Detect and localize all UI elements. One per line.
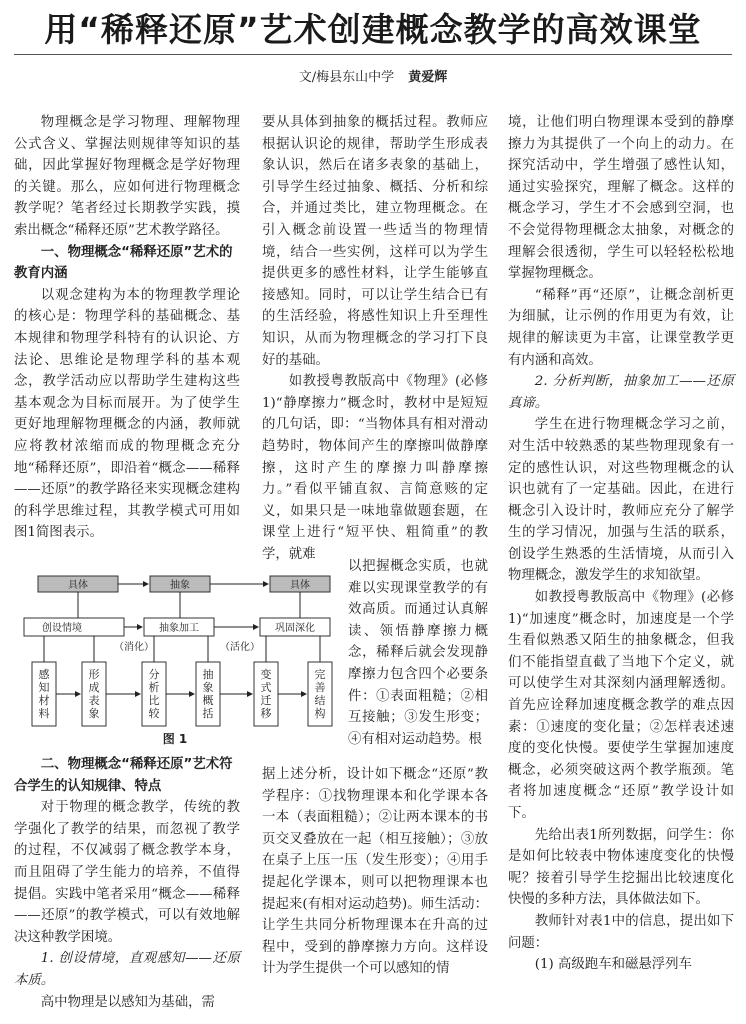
- title-rule: [14, 54, 732, 55]
- paragraph: 学生在进行物理概念学习之前，对生活中较熟悉的某些物理现象有一定的感性认识，对这些物理概念的认识也就有了一定基础。因此，在进行概念引入设计时，教师应充分了解学生的学习情况，加强与生活的联系，创设学生熟悉的生活情境，从而引入物理概念，激发学生的求知欲望。: [508, 417, 734, 584]
- author-name: 黄爱辉: [408, 70, 448, 85]
- paragraph: 高中物理是以感知为基础，需: [40, 994, 215, 1010]
- bottom-label: 感知材料: [38, 668, 50, 720]
- paragraph: 要从具体到抽象的概括过程。教师应根据认识论的规律，帮助学生形成表象认识，然后在诸多表象的基础上，引导学生经过抽象、概括、分析和综合，并通过类比，建立物理概念。在引入概念前设置一些适当的物理情境，结合一些实例，这样可以为学生提供更多的感性材料，让学生能够直接感知。同时，可以让学生结合已有的生活经验，将感性知识上升至理性知识，从而为物理概念的学习打下良好的基础。: [262, 115, 488, 368]
- paragraph: 如教授粤教版高中《物理》(必修1)“静摩擦力”概念时，教材中是短短的几句话，即：“当物体具有相对滑动趋势时，物体间产生的摩擦叫做静摩擦，这时产生的摩擦力叫静摩擦力。”看似平铺直叙、言简意赅的定义，如果只是一味地靠做题套题，在课堂上进行“短平快、粗简重”的教学，就难: [262, 374, 488, 562]
- middle-label: 创设情境: [42, 623, 82, 634]
- paragraph: 物理概念是学习物理、理解物理公式含义、掌握法则规律等知识的基础，因此掌握好物理概念是学好物理的关键。那么，应如何进行物理概念教学呢？笔者经过长期教学实践，摸索出概念“稀释还原”艺术教学路径。: [14, 115, 240, 238]
- bottom-label: 完善结构: [314, 668, 326, 720]
- subsection-heading-1: 1. 创设情境，直观感知——还原本质。: [14, 951, 240, 988]
- column-3: [508, 112, 734, 976]
- paragraph: (1) 高级跑车和磁悬浮列车: [534, 957, 692, 973]
- top-label: 抽象: [170, 580, 190, 591]
- column-2-top: [262, 112, 488, 565]
- bottom-label: 抽象概括: [202, 668, 214, 720]
- column-2-wrap: [348, 556, 488, 750]
- column-2-bottom: [262, 764, 488, 980]
- paragraph: “稀释”再“还原”，让概念剖析更为细腻，让示例的作用更为有效，让规律的解读更为丰富，让课堂教学更有内涵和高效。: [508, 287, 734, 368]
- bottom-label: 分析比较: [148, 668, 160, 720]
- paragraph: 先给出表1所列数据，问学生：你是如何比较表中物体速度变化的快慢呢？接着引导学生挖掘出比较速度化快慢的多种方法，具体做法如下。: [508, 827, 734, 908]
- top-label: 具体: [68, 580, 88, 591]
- section-heading-2: 二、物理概念“稀释还原”艺术符合学生的认知规律、特点: [14, 757, 233, 794]
- column-1-bottom: [14, 754, 240, 1013]
- middle-label: 巩固深化: [275, 623, 315, 634]
- top-label: 具体: [290, 580, 310, 591]
- byline: [0, 66, 746, 85]
- paragraph: 据上述分析，设计如下概念“还原”教学程序：①找物理课本和化学课本各一本（表面粗糙）；②让两本课本的书页交叉叠放在一起（相互接触）；③放在桌子上压一压（发生形变）；④用手提起化学课本，则可以把物理课本也提起来(有相对运动趋势)。师生活动：让学生共同分析物理课本在升高的过程中，受到的静摩擦力方向。这样设计为学生提供一个可以感知的情: [262, 767, 488, 977]
- paragraph: 以把握概念实质，也就难以实现课堂教学的有效高质。而通过认真解读、领悟静摩擦力概念，稀释后就会发现静摩擦力包含四个必要条件：①表面粗糙；②相互接触；③发生形变；④有相对运动趋势。根: [348, 559, 488, 747]
- article-title: 用“稀释还原”艺术创建概念教学的高效课堂: [44, 10, 702, 49]
- bottom-label: 变式迁移: [260, 668, 272, 720]
- subsection-heading-2: 2. 分析判断，抽象加工——还原真谛。: [508, 374, 734, 411]
- paragraph: 教师针对表1中的信息，提出如下问题：: [508, 913, 734, 951]
- figure-caption: 图 1: [162, 732, 188, 746]
- paragraph: 以观念建构为本的物理教学理论的核心是：物理学科的基础概念、基本规律和物理学科特有的认识论、方法论、思维论是物理学科的基本观念，教学活动应以帮助学生建构这些基本观念为目标而展开。为了使学生更好地理解物理概念的内涵，教师就应将教材浓缩而成的物理概念充分地“稀释还原”，即沿着“概念——稀释——还原”的教学路径来实现概念建构的科学思维过程，其教学模式可用如图1简图表示。: [14, 287, 240, 541]
- section-heading-1: 一、物理概念“稀释还原”艺术的教育内涵: [14, 244, 233, 282]
- paragraph: 对于物理的概念教学，传统的教学强化了教学的结果，而忽视了教学的过程，不仅减弱了概念教学本身，而且阻碍了学生能力的培养，不值得提倡。实践中笔者采用“概念——稀释——还原”的教学模式，可以有效地解决这种教学困境。: [14, 800, 240, 945]
- paragraph: 如教授粤教版高中《物理》(必修1)“加速度”概念时，加速度是一个学生看似熟悉又陌生的抽象概念，但我们不能指望直截了当地下个定义，就可以使学生对其深刻内涵理解透彻。首先应诠释加速度概念教学的难点因素：①速度的变化量；②怎样表述速度的变化快慢。要使学生掌握加速度概念，必须突破这两个教学瓶颈。笔者将加速度概念“还原”教学设计如下。: [508, 590, 734, 821]
- bottom-label: 形成表象: [88, 668, 100, 720]
- bottom-boxes: [32, 662, 332, 726]
- column-1-top: [14, 112, 240, 544]
- author-affiliation: 文/梅县东山中学: [298, 70, 395, 85]
- note-label: （消化）: [114, 642, 154, 653]
- figure-1-diagram: [14, 570, 336, 730]
- paragraph: 境，让他们明白物理课本受到的静摩擦力为其提供了一个向上的动力。在探究活动中，学生增强了感性认知，通过实验探究，理解了概念。这样的概念学习，学生才不会感到空洞，也不会觉得物理概念太抽象，对概念的理解会很透彻，学生可以轻轻松松地掌握物理概念。: [508, 115, 734, 282]
- note-label: （活化）: [220, 642, 260, 653]
- middle-label: 抽象加工: [159, 623, 199, 634]
